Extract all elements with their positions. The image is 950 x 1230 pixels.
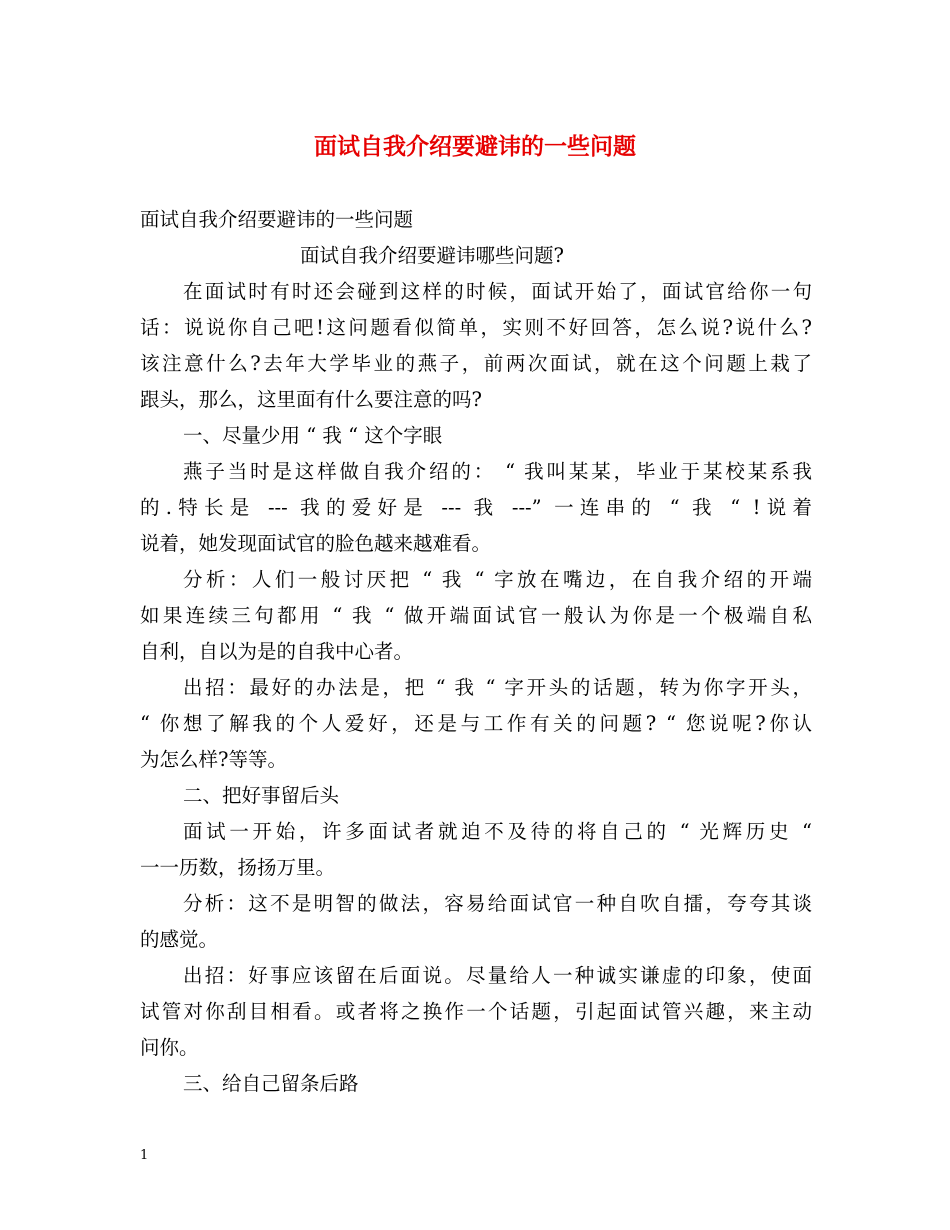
paragraph-line: 分析：人们一般讨厌把 “ 我 “ 字放在嘴边，在自我介绍的开端 — [183, 568, 812, 591]
section-heading: 二、把好事留后头 — [183, 784, 340, 807]
paragraph-subtitle: 面试自我介绍要避讳哪些问题? — [300, 244, 564, 267]
page-number: 1 — [140, 1148, 149, 1163]
paragraph-line: “ 你想了解我的个人爱好，还是与工作有关的问题? “ 您说呢?你认 — [140, 712, 812, 735]
paragraph-line: 试管对你刮目相看。或者将之换作一个话题，引起面试管兴趣，来主动 — [140, 1000, 812, 1023]
paragraph-line: 的感觉。 — [140, 928, 219, 951]
section-heading: 一、尽量少用 “ 我 “ 这个字眼 — [183, 424, 443, 447]
paragraph-line: 出招：最好的办法是，把 “ 我 “ 字开头的话题，转为你字开头， — [183, 676, 812, 699]
paragraph-line: 的.特长是 --- 我的爱好是 --- 我 ---” 一连串的 “ 我 “ !说着 — [140, 496, 812, 519]
paragraph-line: 说着，她发现面试官的脸色越来越难看。 — [140, 532, 492, 555]
paragraph-line: 话：说说你自己吧!这问题看似简单，实则不好回答，怎么说?说什么? — [140, 316, 812, 339]
paragraph-line: 问你。 — [140, 1036, 199, 1059]
paragraph-line: 燕子当时是这样做自我介绍的： “ 我叫某某，毕业于某校某系我 — [183, 460, 812, 483]
document-title: 面试自我介绍要避讳的一些问题 — [314, 133, 636, 160]
document-body — [140, 202, 812, 1102]
section-heading: 三、给自己留条后路 — [183, 1072, 359, 1095]
paragraph-line: 分析：这不是明智的做法，容易给面试官一种自吹自擂，夸夸其谈 — [183, 892, 812, 915]
paragraph-line: 跟头，那么，这里面有什么要注意的吗? — [140, 388, 482, 411]
paragraph-line: 一一历数，扬扬万里。 — [140, 856, 336, 879]
paragraph-line: 该注意什么?去年大学毕业的燕子，前两次面试，就在这个问题上栽了 — [140, 352, 812, 375]
paragraph-line: 面试一开始，许多面试者就迫不及待的将自己的 “ 光辉历史 “ — [183, 820, 812, 843]
paragraph-line: 在面试时有时还会碰到这样的时候，面试开始了，面试官给你一句 — [183, 280, 812, 303]
paragraph-line: 为怎么样?等等。 — [140, 748, 287, 771]
paragraph-line: 自利，自以为是的自我中心者。 — [140, 640, 414, 663]
paragraph-heading: 面试自我介绍要避讳的一些问题 — [140, 208, 414, 231]
paragraph-line: 如果连续三句都用 “ 我 “ 做开端面试官一般认为你是一个极端自私 — [140, 604, 812, 627]
paragraph-line: 出招：好事应该留在后面说。尽量给人一种诚实谦虚的印象，使面 — [183, 964, 812, 987]
